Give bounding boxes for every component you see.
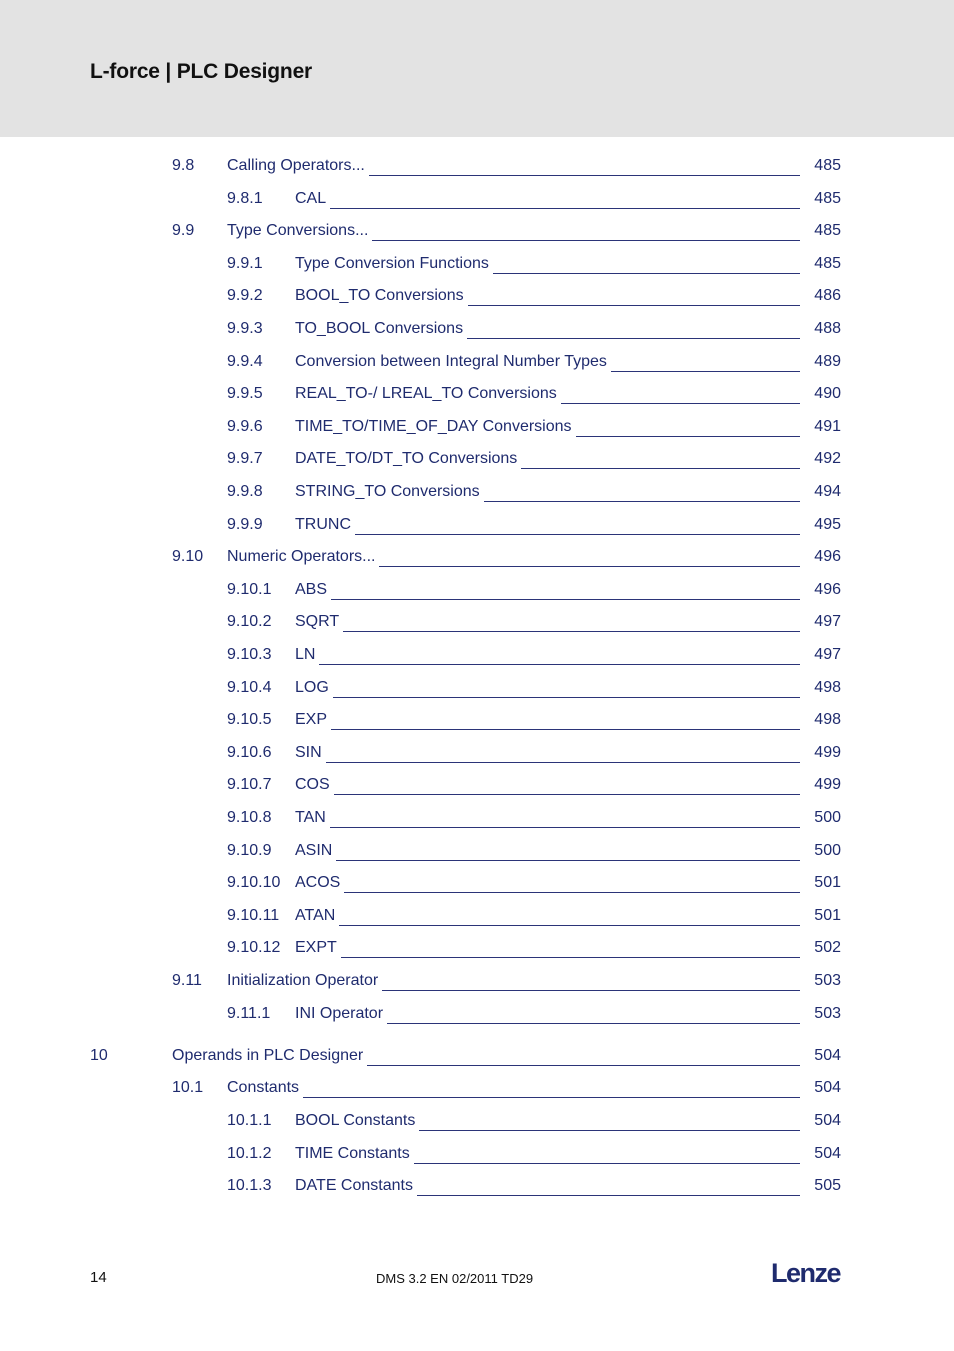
toc-entry[interactable] — [227, 708, 841, 732]
toc-entry[interactable] — [172, 1076, 841, 1100]
toc-leader-line — [334, 793, 800, 795]
toc-entry-page: 500 — [814, 809, 841, 826]
toc-leader-line — [355, 533, 800, 535]
document-title: L-force | PLC Designer — [90, 60, 313, 83]
toc-leader-line — [331, 728, 800, 730]
toc-entry[interactable] — [227, 447, 841, 471]
toc-entry-page: 488 — [814, 320, 841, 337]
toc-entry-title: DATE Constants — [295, 1177, 413, 1195]
toc-leader-line — [419, 1129, 800, 1131]
toc-entry[interactable] — [172, 154, 841, 178]
toc-entry-number: 9.11.1 — [227, 1004, 271, 1022]
toc-entry-number: 9.9.6 — [227, 417, 263, 435]
toc-entry-number: 9.9.9 — [227, 515, 263, 533]
toc-entry-title: Constants — [227, 1079, 300, 1097]
toc-leader-line — [521, 467, 800, 469]
toc-leader-line — [576, 435, 800, 437]
toc-entry-title: BOOL_TO Conversions — [295, 287, 464, 305]
toc-entry-page: 504 — [814, 1144, 841, 1162]
toc-entry[interactable] — [227, 1002, 841, 1026]
toc-entry-title: CAL — [295, 189, 327, 207]
toc-entry-number: 9.10.6 — [227, 743, 272, 761]
toc-entry-title: ATAN — [295, 906, 336, 924]
toc-entry-title: ASIN — [295, 841, 333, 859]
toc-entry[interactable] — [172, 969, 841, 993]
toc-entry-title: SQRT — [295, 613, 340, 631]
toc-entry[interactable] — [227, 1109, 841, 1133]
toc-entry-number: 9.10.7 — [227, 776, 272, 794]
toc-entry[interactable] — [172, 545, 841, 569]
toc-entry-title: STRING_TO Conversions — [295, 483, 480, 500]
toc-entry-page: 491 — [814, 417, 841, 435]
page-number: 14 — [90, 1269, 107, 1286]
toc-entry-title: Type Conversions... — [227, 222, 369, 240]
toc-entry[interactable] — [227, 317, 841, 341]
toc-entry-number: 9.9.3 — [227, 320, 263, 337]
toc-leader-line — [561, 402, 800, 404]
toc-entry[interactable] — [227, 904, 841, 928]
toc-entry-number: 10.1 — [172, 1079, 204, 1097]
toc-entry-number: 9.10.11 — [227, 906, 280, 924]
toc-entry-page: 503 — [814, 972, 841, 989]
toc-leader-line — [369, 174, 800, 176]
toc-entry-title: EXP — [295, 711, 328, 729]
toc-leader-line — [372, 239, 800, 241]
toc-entry-number: 9.9.4 — [227, 352, 263, 370]
toc-leader-line — [333, 696, 800, 698]
toc-entry-page: 501 — [814, 874, 841, 892]
toc-entry-title: TRUNC — [295, 515, 351, 533]
toc-entry-number: 9.10.12 — [227, 939, 281, 957]
toc-entry-number: 9.9.2 — [227, 287, 263, 305]
toc-entry-number: 9.9.8 — [227, 483, 263, 500]
toc-entry-number: 9.10.8 — [227, 809, 272, 826]
toc-entry-title: ACOS — [295, 874, 341, 892]
toc-entry-title: COS — [295, 776, 330, 794]
page-header — [0, 0, 954, 137]
toc-entry-number: 9.10.10 — [227, 874, 281, 892]
toc-entry-number: 9.9.5 — [227, 385, 263, 403]
toc-entry-number: 10.1.2 — [227, 1144, 272, 1162]
toc-entry[interactable] — [227, 350, 841, 374]
toc-entry[interactable] — [227, 871, 841, 895]
toc-entry[interactable] — [227, 643, 841, 667]
toc-leader-line — [344, 891, 800, 893]
toc-leader-line — [468, 304, 800, 306]
toc-leader-line — [493, 272, 800, 274]
toc-leader-line — [382, 989, 800, 991]
toc-leader-line — [336, 859, 800, 861]
toc-leader-line — [343, 630, 800, 632]
toc-entry-number: 9.11 — [172, 972, 202, 989]
toc-entry[interactable] — [227, 676, 841, 700]
toc-entry[interactable] — [227, 382, 841, 406]
toc-leader-line — [330, 826, 800, 828]
toc-leader-line — [330, 207, 800, 209]
toc-entry-number: 10.1.3 — [227, 1177, 272, 1195]
toc-entry[interactable] — [227, 252, 841, 276]
toc-entry-page: 496 — [814, 548, 841, 566]
toc-entry[interactable] — [227, 513, 841, 537]
toc-entry-page: 490 — [814, 385, 841, 403]
toc-entry-number: 9.8 — [172, 157, 195, 174]
document-id: DMS 3.2 EN 02/2011 TD29 — [376, 1271, 534, 1286]
toc-entry-number: 9.9.1 — [227, 254, 263, 272]
toc-entry[interactable] — [172, 219, 841, 243]
toc-entry[interactable] — [227, 773, 841, 797]
toc-entry-page: 501 — [814, 906, 841, 924]
toc-entry-title: INI Operator — [295, 1004, 384, 1022]
toc-entry-page: 503 — [814, 1004, 841, 1022]
toc-entry-title: ABS — [295, 580, 328, 598]
toc-entry-page: 499 — [814, 776, 841, 794]
toc-entry-page: 485 — [814, 254, 841, 272]
toc-entry-page: 497 — [814, 613, 841, 631]
toc-entry-title: REAL_TO-/ LREAL_TO Conversions — [295, 385, 557, 403]
toc-leader-line — [339, 924, 800, 926]
toc-leader-line — [303, 1096, 800, 1098]
toc-leader-line — [417, 1194, 800, 1196]
toc-entry-page: 505 — [814, 1177, 841, 1195]
toc-entry-title: TAN — [295, 809, 326, 826]
toc-entry-page: 497 — [814, 646, 841, 663]
toc-leader-line — [331, 598, 800, 600]
toc-entry-number: 9.8.1 — [227, 189, 263, 207]
toc-entry[interactable] — [227, 187, 841, 211]
toc-entry-title: SIN — [295, 743, 322, 761]
toc-entry-number: 9.9 — [172, 222, 195, 240]
toc-entry-number: 10.1.1 — [227, 1112, 272, 1129]
toc-entry-title: Initialization Operator — [227, 972, 379, 989]
toc-leader-line — [484, 500, 800, 502]
toc-entry-page: 486 — [814, 287, 841, 305]
toc-entry-page: 485 — [814, 157, 841, 174]
toc-entry-number: 9.9.7 — [227, 450, 263, 468]
toc-entry[interactable] — [227, 578, 841, 602]
toc-entry-page: 504 — [814, 1112, 841, 1129]
toc-entry[interactable] — [227, 839, 841, 863]
toc-entry-title: Calling Operators... — [227, 157, 365, 174]
toc-entry-title: Operands in PLC Designer — [172, 1047, 364, 1065]
toc-entry[interactable] — [227, 936, 841, 960]
toc-leader-line — [611, 370, 800, 372]
toc-entry-title: Conversion between Integral Number Types — [295, 352, 607, 370]
toc-entry-title: BOOL Constants — [295, 1112, 416, 1129]
toc-entry[interactable] — [227, 1142, 841, 1166]
toc-entry-title: Numeric Operators... — [227, 548, 376, 566]
lenze-logo — [771, 1257, 851, 1289]
toc-leader-line — [326, 761, 800, 763]
toc-entry[interactable] — [90, 1044, 841, 1068]
toc-entry-page: 489 — [814, 352, 841, 370]
toc-entry-title: TO_BOOL Conversions — [295, 320, 464, 337]
svg-text:Lenze: Lenze — [771, 1258, 841, 1288]
toc-entry-page: 495 — [814, 515, 841, 533]
toc-entry-page: 496 — [814, 580, 841, 598]
toc-entry-page: 485 — [814, 189, 841, 207]
toc-entry[interactable] — [227, 1174, 841, 1198]
toc-entry-title: LOG — [295, 678, 329, 696]
toc-leader-line — [414, 1162, 800, 1164]
toc-entry-page: 498 — [814, 678, 841, 696]
toc-entry-page: 498 — [814, 711, 841, 729]
toc-entry-title: EXPT — [295, 939, 337, 957]
toc-entry-number: 9.10 — [172, 548, 204, 566]
toc-leader-line — [341, 956, 800, 958]
toc-entry-page: 504 — [814, 1047, 841, 1065]
toc-entry-page: 500 — [814, 841, 841, 859]
toc-entry-title: TIME Constants — [295, 1144, 410, 1162]
toc-entry-number: 9.10.2 — [227, 613, 272, 631]
toc-leader-line — [367, 1064, 800, 1066]
toc-entry-page: 492 — [814, 450, 841, 468]
toc-entry-title: TIME_TO/TIME_OF_DAY Conversions — [295, 417, 572, 435]
toc-entry[interactable] — [227, 284, 841, 308]
toc-entry-number: 9.10.5 — [227, 711, 272, 729]
toc-entry-number: 9.10.4 — [227, 678, 272, 696]
toc-entry-number: 9.10.1 — [227, 580, 272, 598]
toc-entry-page: 485 — [814, 222, 841, 240]
toc-entry-page: 502 — [814, 939, 841, 957]
toc-entry-number: 9.10.9 — [227, 841, 272, 859]
toc-entry[interactable] — [227, 415, 841, 439]
toc-entry[interactable] — [227, 741, 841, 765]
toc-entry-page: 499 — [814, 743, 841, 761]
toc-entry[interactable] — [227, 480, 841, 504]
toc-leader-line — [387, 1022, 800, 1024]
toc-entry-title: Type Conversion Functions — [295, 254, 489, 272]
toc-entry-page: 494 — [814, 483, 841, 500]
toc-entry[interactable] — [227, 806, 841, 830]
toc-leader-line — [379, 565, 800, 567]
toc-leader-line — [467, 337, 800, 339]
toc-entry-title: DATE_TO/DT_TO Conversions — [295, 450, 518, 468]
toc-entry[interactable] — [227, 610, 841, 634]
toc-entry-number: 9.10.3 — [227, 646, 272, 663]
toc-entry-page: 504 — [814, 1079, 841, 1097]
toc-entry-title: LN — [295, 646, 316, 663]
toc-leader-line — [319, 663, 800, 665]
toc-entry-number: 10 — [90, 1047, 108, 1065]
